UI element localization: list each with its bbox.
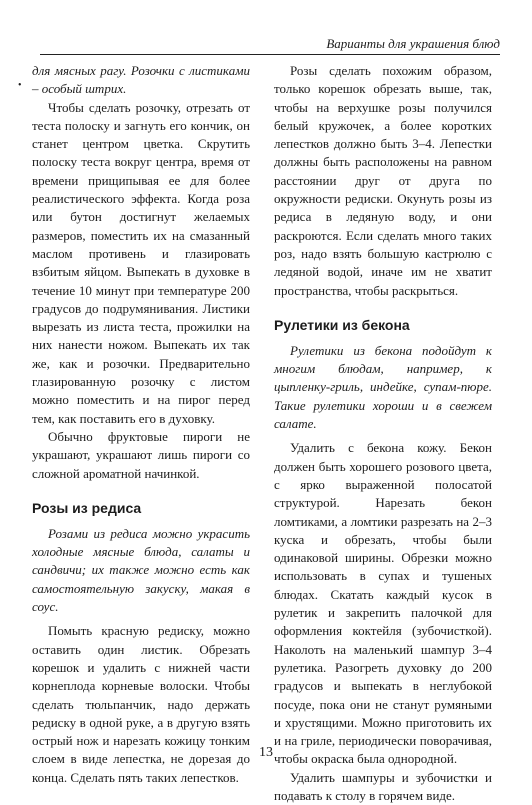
right-column (274, 62, 492, 805)
left-column (32, 62, 250, 787)
section-intro: Рулетики из бекона подойдут к многим блюдам, например, к цыпленку-гриль, индейке, супам-пюре. Такие рулетики хороши и в свежем салате. (274, 342, 492, 432)
paragraph: Удалить шампуры и зубочистки и подавать к столу в горячем виде. (274, 769, 492, 803)
paragraph: для мясных рагу. Розочки с листиками – особый штрих. (32, 63, 250, 97)
section-heading-radish-roses: Розы из редиса (32, 499, 142, 516)
section-intro: Розами из редиса можно украсить холодные мясные блюда, салаты и сандвичи; их также можно есть как самостоятельную закуску, макая в соус. (32, 525, 250, 615)
page-number: 13 (259, 745, 273, 760)
paragraph: Чтобы сделать розочку, отрезать от теста полоску и загнуть его кончик, он станет центром цветка. Скрутить полоску теста вокруг центра, время от времени прищипывая ее для более реалистического эффекта. Когда роза или бутон достигнут желаемых размеров, поместить их на смазанный маслом противень и глазировать взбитым яйцом. Выпекать в духовке в течение 10 минут при температуре 200 градусов до подрумянивания. Листики вырезать из листа теста, прожилки на них нанести ножом. Выпекать их так же, как и розочки. Предварительно глазированную розочку с листом можно поместить и на пирог перед тем, как поставить его в духовку. (32, 99, 250, 426)
margin-mark: • (18, 80, 22, 91)
paragraph: Розы сделать похожим образом, только корешок обрезать выше, так, чтобы на верхушке розы получился белый кружочек, а более коротких лепестков должно быть 3–4. Лепестки должны быть расположены на равном расстоянии друг от друга по окружности редиски. Окунуть розы из редиса в ледяную воду, и они раскроются. Если сделать много таких роз, надо взять большую кастрюлю с ледяной водой, иначе им не хватит пространства, чтобы раскрыться. (274, 63, 492, 298)
paragraph: Обычно фруктовые пироги не украшают, украшают лишь пироги со сложной ароматной начинкой. (32, 428, 250, 481)
paragraph: Помыть красную редиску, можно оставить один листик. Обрезать корешок и удалить с нижней части корнеплода корневые волоски. Чтобы сделать тюльпанчик, надо держать редиску в одной руке, а в другую взять острый нож и нарезать кожицу тонким слоем в виде лепестка, не дорезая до конца. Сделать пять таких лепестков. (32, 623, 250, 785)
running-header: Варианты для украшения блюд (40, 36, 500, 55)
section-heading-bacon-rolls: Рулетики из бекона (274, 316, 410, 333)
paragraph: Удалить с бекона кожу. Бекон должен быть хорошего розового цвета, с ярко выраженной полосатой структурой. Нарезать бекон ломтиками, а ломтики разрезать на 2–3 куска и обрезать, чтобы были одинаковой ширины. Обрезки можно использовать в супах и тушеных блюдах. Скатать каждый кусок в рулетик и закрепить палочкой для оформления коктейля (зубочисткой). Наколоть на маленький шампур 3–4 рулетика. Разогреть духовку до 200 градусов и выпекать в неглубокой посуде, пока они не станут румяными и хрустящими. Можно приготовить их и на гриле, периодически поворачивая, чтобы окраска была однородной. (274, 440, 492, 767)
